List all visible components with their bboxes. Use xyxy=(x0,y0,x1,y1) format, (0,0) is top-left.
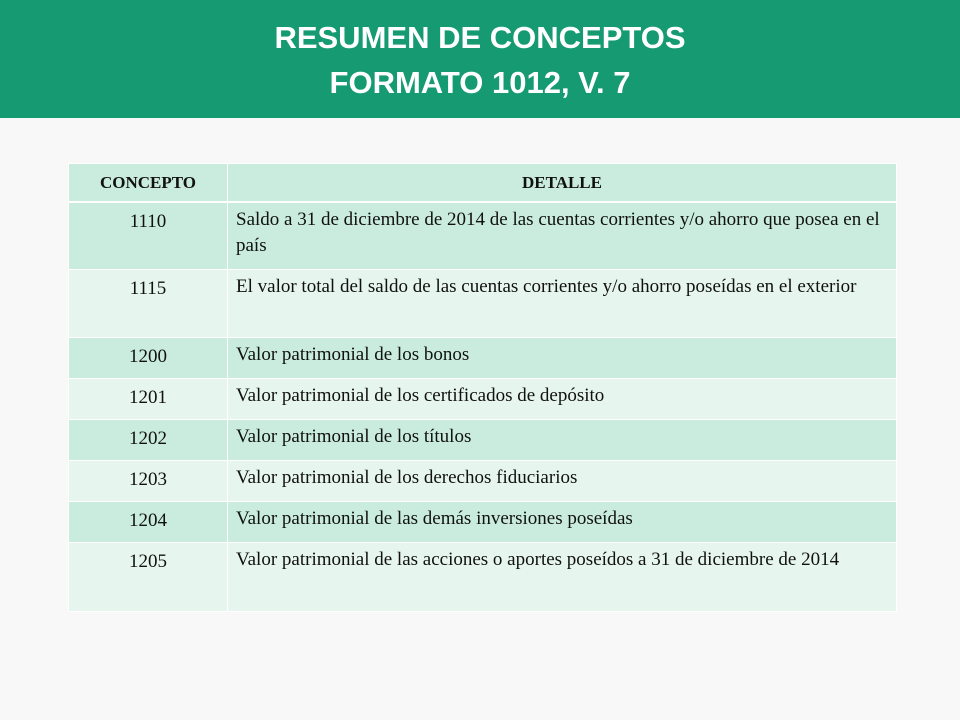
concept-code: 1201 xyxy=(69,379,228,420)
table-header-row xyxy=(69,164,897,202)
slide-title: RESUMEN DE CONCEPTOS xyxy=(274,20,686,55)
concept-code: 1202 xyxy=(69,420,228,461)
concept-code: 1204 xyxy=(69,502,228,543)
concept-detail: El valor total del saldo de las cuentas corrientes y/o ahorro poseídas en el exterior xyxy=(228,270,897,338)
concept-detail: Valor patrimonial de los certificados de depósito xyxy=(228,379,897,420)
slide-subtitle: FORMATO 1012, V. 7 xyxy=(329,65,631,100)
table-row xyxy=(69,338,897,379)
concept-code: 1200 xyxy=(69,338,228,379)
table-row xyxy=(69,270,897,338)
concept-code: 1205 xyxy=(69,543,228,612)
concept-code: 1115 xyxy=(69,270,228,338)
table-row xyxy=(69,461,897,502)
slide-header xyxy=(0,0,960,118)
concept-detail: Valor patrimonial de las demás inversiones poseídas xyxy=(228,502,897,543)
concept-detail: Valor patrimonial de los bonos xyxy=(228,338,897,379)
table-row xyxy=(69,502,897,543)
table-row xyxy=(69,543,897,612)
concept-detail: Valor patrimonial de las acciones o aportes poseídos a 31 de diciembre de 2014 xyxy=(228,543,897,612)
table-row xyxy=(69,202,897,270)
concept-detail: Valor patrimonial de los títulos xyxy=(228,420,897,461)
concept-code: 1203 xyxy=(69,461,228,502)
table-row xyxy=(69,379,897,420)
table-row xyxy=(69,420,897,461)
concepts-table xyxy=(68,163,897,612)
concept-detail: Valor patrimonial de los derechos fiduciarios xyxy=(228,461,897,502)
concept-code: 1110 xyxy=(69,202,228,270)
concept-detail: Saldo a 31 de diciembre de 2014 de las cuentas corrientes y/o ahorro que posea en el país xyxy=(228,202,897,270)
column-header-concepto: CONCEPTO xyxy=(69,164,228,202)
column-header-detalle: DETALLE xyxy=(228,164,897,202)
